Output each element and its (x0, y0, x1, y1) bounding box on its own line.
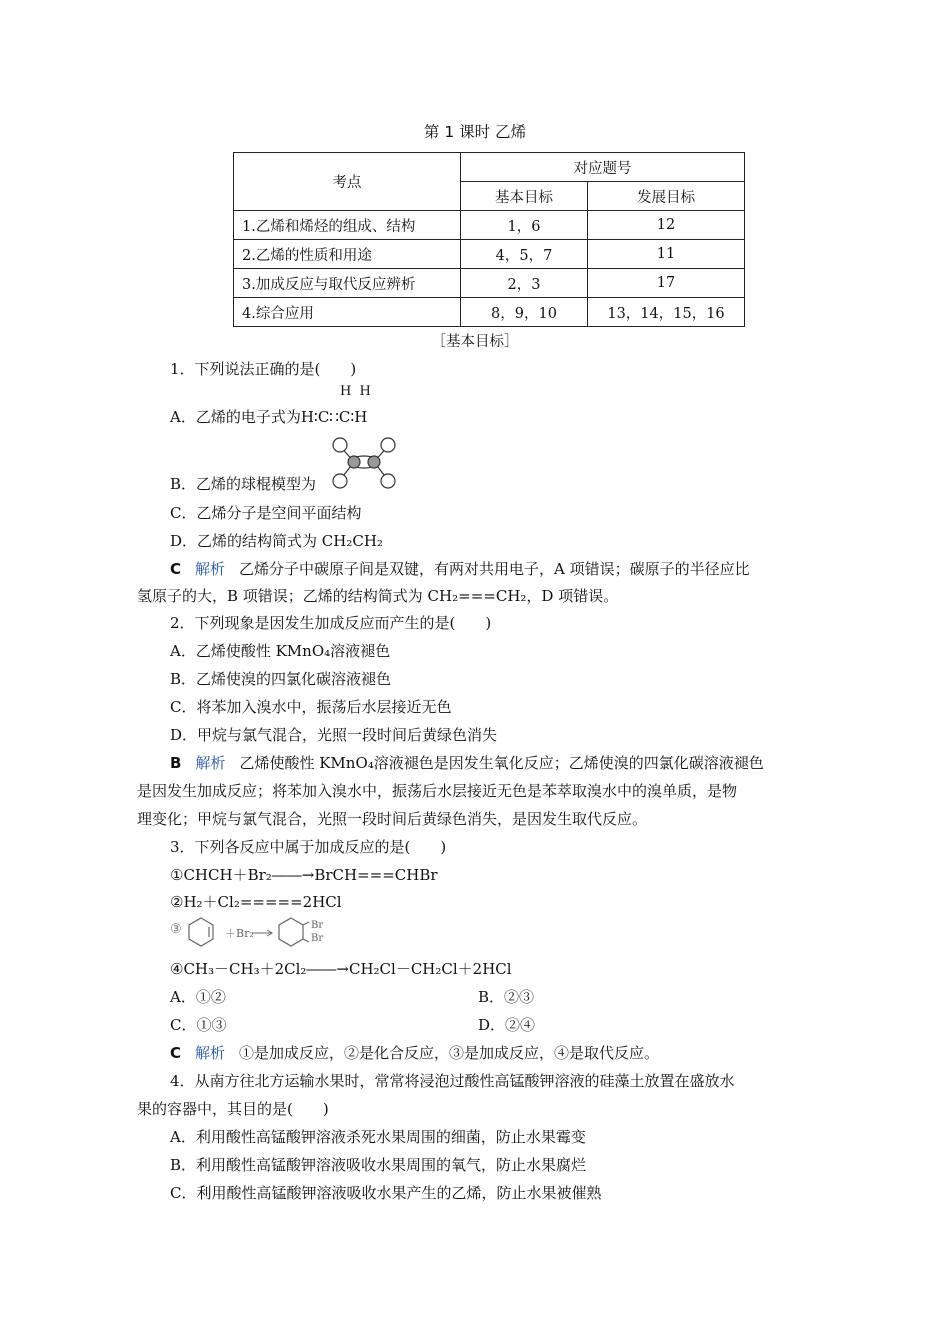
q4-option-b: B．利用酸性高锰酸钾溶液吸收水果周围的氧气，防止水果腐烂 (170, 1156, 587, 1174)
table-header-basic: 基本目标 (461, 182, 588, 211)
table-cell-topic: 2.乙烯的性质和用途 (234, 240, 461, 269)
table-cell-topic: 4.综合应用 (234, 298, 461, 327)
q1-option-a-text: A．乙烯的电子式为 (170, 408, 301, 426)
q3-br-label-2: Br (311, 933, 324, 944)
q2-answer: B (170, 754, 182, 772)
q1-option-c: C．乙烯分子是空间平面结构 (170, 504, 362, 522)
q1-option-d: D．乙烯的结构简式为 CH₂CH₂ (170, 532, 383, 550)
q3-option-b: B．②③ (478, 988, 535, 1006)
q3-reaction-2: ②H₂＋Cl₂=====2HCl (170, 893, 342, 911)
q3-exp1: ①是加成反应，②是化合反应，③是加成反应，④是取代反应。 (239, 1044, 660, 1062)
q3-answer-line (170, 1042, 659, 1063)
table-cell-dev: 17 (588, 269, 745, 298)
q1-stem: 1．下列说法正确的是( ) (170, 360, 357, 378)
table-cell-topic: 3.加成反应与取代反应辨析 (234, 269, 461, 298)
table-header-topic: 考点 (234, 153, 461, 211)
q3-stem: 3．下列各反应中属于加成反应的是( ) (170, 838, 447, 856)
q3-option-d: D．②④ (478, 1016, 536, 1034)
q4-stem-2: 果的容器中，其目的是( ) (137, 1100, 329, 1118)
table-cell-dev: 12 (588, 211, 745, 240)
table-header-group: 对应题号 (461, 153, 745, 182)
q3-option-a: A．①② (170, 988, 226, 1006)
q2-jiexi-label: 解析 (195, 754, 226, 772)
q3-answer: C (170, 1044, 182, 1062)
table-cell-topic: 1.乙烯和烯烃的组成、结构 (234, 211, 461, 240)
table-cell-basic: 1，6 (461, 211, 588, 240)
q1-electron-formula: H∶C∷C∶H (300, 408, 368, 426)
q1-answer-line (170, 558, 750, 579)
q2-option-d: D．甲烷与氯气混合，光照一段时间后黄绿色消失 (170, 726, 498, 744)
q1-formula-top: H H (340, 384, 373, 399)
q2-answer-line (170, 752, 764, 773)
q3-reaction-3-mark: ③ (170, 922, 182, 937)
q1-exp1: 乙烯分子中碳原子间是双键，有两对共用电子，A 项错误；碳原子的半径应比 (239, 560, 750, 578)
page-title: 第 1 课时 乙烯 (423, 123, 527, 141)
q3-reaction-4: ④CH₃－CH₃＋2Cl₂――→CH₂Cl－CH₂Cl＋2HCl (170, 960, 512, 978)
q2-stem: 2．下列现象是因发生加成反应而产生的是( ) (170, 614, 492, 632)
section-heading: ［基本目标］ (431, 334, 519, 350)
q2-exp2: 是因发生加成反应；将苯加入溴水中，振荡后水层接近无色是苯萃取溴水中的溴单质，是物 (137, 782, 738, 800)
table-cell-basic: 2，3 (461, 269, 588, 298)
table-row (234, 211, 745, 240)
dibromocyclohexane-icon (276, 916, 310, 948)
q3-jiexi-label: 解析 (195, 1044, 226, 1062)
table-row (234, 269, 745, 298)
q2-exp3: 理变化；甲烷与氯气混合，光照一段时间后黄绿色消失，是因发生取代反应。 (137, 810, 648, 828)
table-cell-dev: 11 (588, 240, 745, 269)
q2-exp1: 乙烯使酸性 KMnO₄溶液褪色是因发生氧化反应；乙烯使溴的四氯化碳溶液褪色 (239, 754, 764, 772)
q4-stem-1: 4．从南方往北方运输水果时，常常将浸泡过酸性高锰酸钾溶液的硅藻土放置在盛放水 (170, 1072, 735, 1090)
table-row (234, 240, 745, 269)
q3-option-c: C．①③ (170, 1016, 227, 1034)
topic-table (233, 152, 745, 327)
table-cell-basic: 4，5，7 (461, 240, 588, 269)
q1-exp2: 氢原子的大，B 项错误；乙烯的结构简式为 CH₂===CH₂，D 项错误。 (137, 587, 619, 605)
table-cell-basic: 8，9，10 (461, 298, 588, 327)
q3-br-label-1: Br (311, 920, 324, 931)
q3-reagent-br2: ＋Br₂ (225, 927, 254, 940)
table-cell-dev: 13，14，15，16 (588, 298, 745, 327)
q4-option-a: A．利用酸性高锰酸钾溶液杀死水果周围的细菌，防止水果霉变 (170, 1128, 586, 1146)
table-row (234, 298, 745, 327)
q4-option-c: C．利用酸性高锰酸钾溶液吸收水果产生的乙烯，防止水果被催熟 (170, 1184, 602, 1202)
q1-option-a (170, 406, 367, 427)
cyclohexene-icon (186, 916, 216, 948)
q1-answer: C (170, 560, 182, 578)
q2-option-a: A．乙烯使酸性 KMnO₄溶液褪色 (170, 642, 391, 660)
ball-stick-model-icon (328, 436, 400, 490)
q2-option-b: B．乙烯使溴的四氯化碳溶液褪色 (170, 670, 392, 688)
q1-jiexi-label: 解析 (195, 560, 226, 578)
q1-option-b: B．乙烯的球棍模型为 (170, 475, 317, 493)
table-header-dev: 发展目标 (588, 182, 745, 211)
arrow-icon (252, 928, 274, 938)
q2-option-c: C．将苯加入溴水中，振荡后水层接近无色 (170, 698, 452, 716)
q3-reaction-1: ①CHCH＋Br₂――→BrCH===CHBr (170, 866, 438, 884)
